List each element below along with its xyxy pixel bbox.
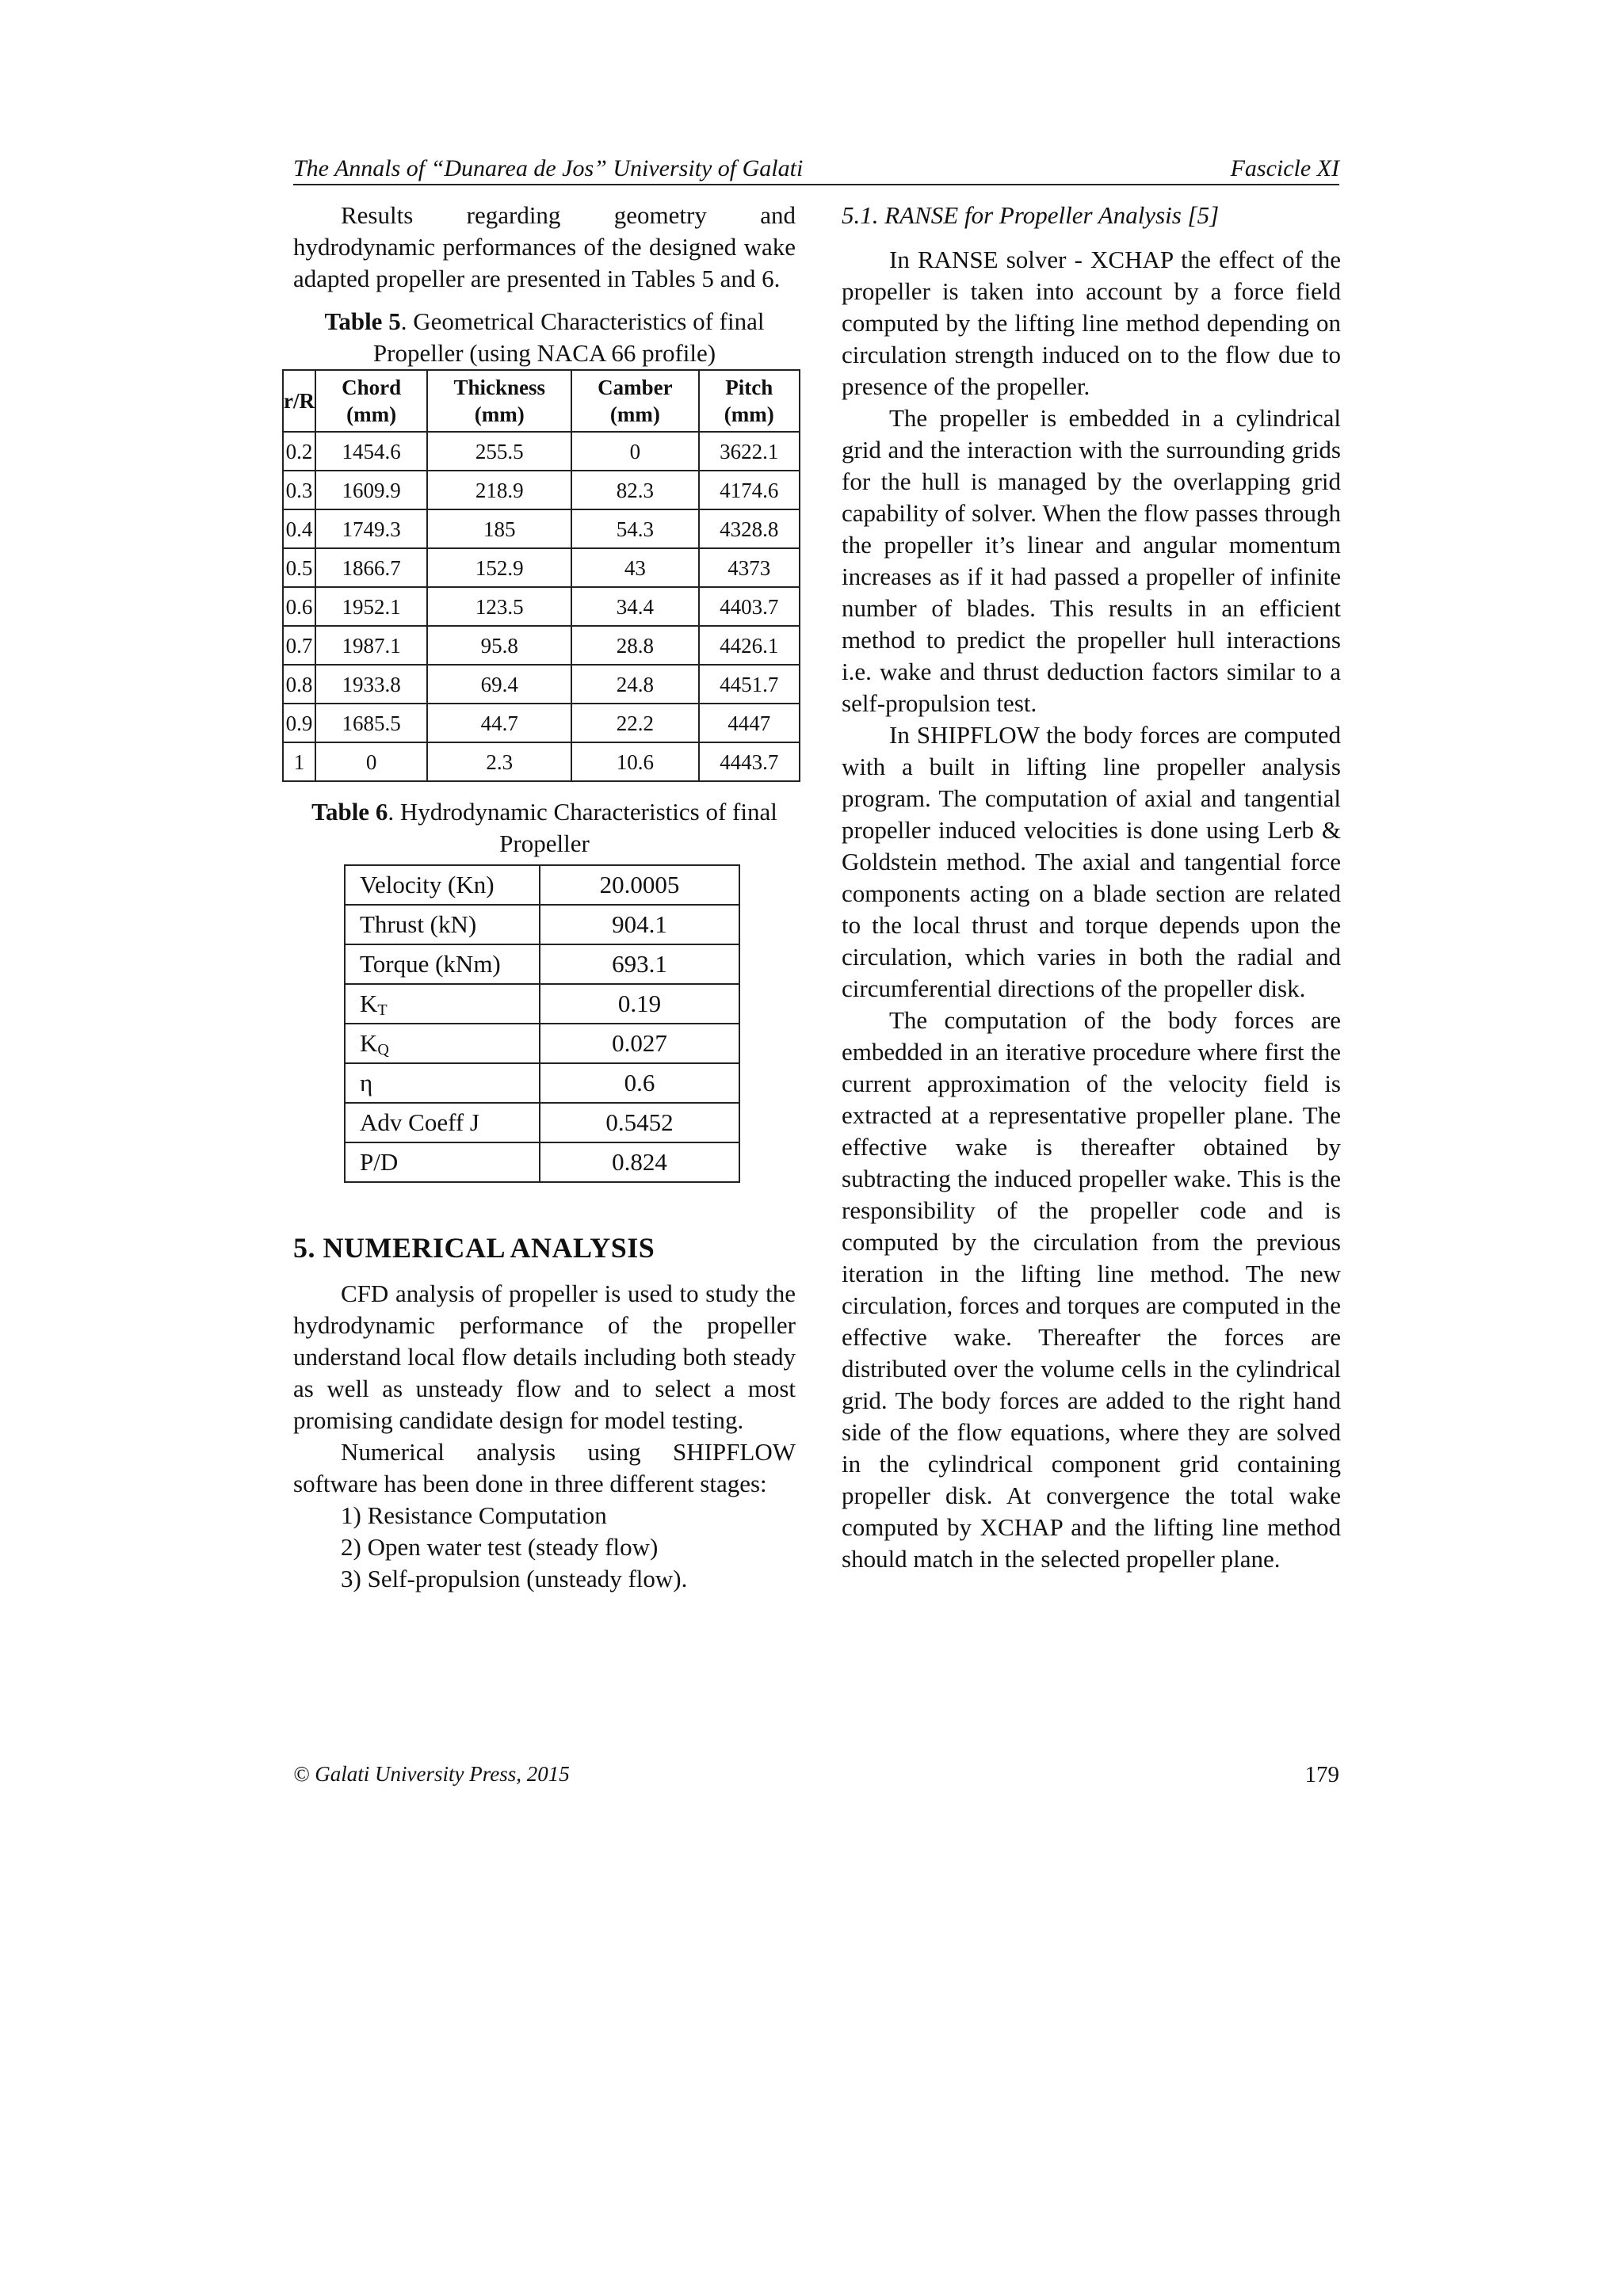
parameter-name: Thrust (kN) bbox=[360, 910, 477, 938]
parameter-label bbox=[345, 984, 540, 1024]
page-number: 179 bbox=[1304, 1762, 1339, 1787]
table6-caption-text: . Hydrodynamic Characteristics of final Propeller bbox=[388, 798, 777, 857]
journal-title: The Annals of “Dunarea de Jos” University of Galati bbox=[293, 155, 804, 181]
table-cell: 24.8 bbox=[571, 665, 698, 704]
table-row bbox=[283, 665, 800, 704]
body-paragraph: In RANSE solver - XCHAP the effect of the propeller is taken into account by a force field computed by the lifting line method depending on circulation strength induced on to the flow due to presence of the propeller. bbox=[842, 246, 1341, 400]
table-cell: 4328.8 bbox=[699, 509, 800, 548]
table-row bbox=[345, 905, 739, 944]
stages-paragraph: Numerical analysis using SHIPFLOW software has been done in three different stages: bbox=[293, 1438, 796, 1497]
parameter-label bbox=[345, 865, 540, 905]
table-row bbox=[345, 1024, 739, 1063]
table-cell: 0.3 bbox=[283, 471, 315, 509]
intro-paragraph: Results regarding geometry and hydrodynamic performances of the designed wake adapted propeller are presented in Tables 5 and 6. bbox=[293, 201, 796, 292]
parameter-name: Torque (kNm) bbox=[360, 950, 501, 978]
table-row bbox=[345, 1142, 739, 1182]
table-cell: 3622.1 bbox=[699, 432, 800, 471]
table-cell: 0.2 bbox=[283, 432, 315, 471]
table-cell: 2.3 bbox=[427, 742, 571, 781]
table-row bbox=[345, 1103, 739, 1142]
table-row bbox=[283, 626, 800, 665]
parameter-label bbox=[345, 1063, 540, 1103]
table6-body bbox=[345, 865, 739, 1182]
table-row bbox=[345, 984, 739, 1024]
fascicle-label: Fascicle XI bbox=[1230, 155, 1339, 181]
right-column bbox=[842, 200, 1341, 1575]
table-cell: 1609.9 bbox=[315, 471, 427, 509]
table-row bbox=[345, 1063, 739, 1103]
body-paragraph: The propeller is embedded in a cylindrical grid and the interaction with the surrounding grids for the hull is managed by the overlapping grid capability of solver. When the flow passes through the propeller it’s linear and angular momentum increases as if it had passed a propeller of infinite number of blades. This results in an efficient method to predict the propeller hull interactions i.e. wake and thrust deduction factors similar to a self-propulsion test. bbox=[842, 404, 1341, 717]
table-cell: 0.6 bbox=[283, 587, 315, 626]
table-row bbox=[283, 587, 800, 626]
table-cell: 185 bbox=[427, 509, 571, 548]
table5-body bbox=[283, 432, 800, 781]
parameter-value: 0.19 bbox=[540, 984, 739, 1024]
stages-list bbox=[293, 1500, 796, 1595]
list-item: 2) Open water test (steady flow) bbox=[341, 1533, 659, 1561]
parameter-label bbox=[345, 1103, 540, 1142]
body-paragraph: The computation of the body forces are embedded in an iterative procedure where first the current approximation of the velocity field is extracted at a representative propeller plane. The effective wake is thereafter obtained by subtracting the induced propeller wake. This is the responsibility of the propeller code and is computed by the circulation from the previous iteration in the lifting line method. The new circulation, forces and torques are computed in the effective wake. Thereafter the forces are distributed over the volume cells in the cylindrical grid. The body forces are added to the right hand side of the flow equations, where they are solved in the cylindrical component grid containing propeller disk. At convergence the total wake computed by XCHAP and the lifting line method should match in the selected propeller plane. bbox=[842, 1006, 1341, 1573]
table5-header-cell: Thickness (mm) bbox=[427, 370, 571, 432]
parameter-label bbox=[345, 944, 540, 984]
table-cell: 4451.7 bbox=[699, 665, 800, 704]
parameter-subscript: T bbox=[377, 1001, 388, 1019]
parameter-label bbox=[345, 1024, 540, 1063]
table-cell: 1685.5 bbox=[315, 704, 427, 742]
table5-header-cell: Camber (mm) bbox=[571, 370, 698, 432]
body-paragraph: In SHIPFLOW the body forces are computed with a built in lifting line propeller analysis program. The computation of axial and tangential propeller induced velocities is done using Lerb & Goldstein method. The axial and tangential force components acting on a blade section are related to the local thrust and torque depends upon the circulation, which varies in both the radial and circumferential directions of the propeller disk. bbox=[842, 721, 1341, 1002]
copyright: © Galati University Press, 2015 bbox=[293, 1762, 570, 1786]
table-cell: 1952.1 bbox=[315, 587, 427, 626]
table-cell: 152.9 bbox=[427, 548, 571, 587]
table-cell: 1933.8 bbox=[315, 665, 427, 704]
table-cell: 4403.7 bbox=[699, 587, 800, 626]
table-cell: 0.9 bbox=[283, 704, 315, 742]
list-item: 3) Self-propulsion (unsteady flow). bbox=[341, 1565, 688, 1592]
table6-caption bbox=[293, 796, 796, 860]
list-item: 1) Resistance Computation bbox=[341, 1501, 607, 1529]
subsection-title: 5.1. RANSE for Propeller Analysis [5] bbox=[842, 201, 1220, 229]
table-cell: 0.7 bbox=[283, 626, 315, 665]
table5-label: Table 5 bbox=[324, 307, 401, 335]
parameter-value: 0.6 bbox=[540, 1063, 739, 1103]
table-cell: 82.3 bbox=[571, 471, 698, 509]
table-cell: 4426.1 bbox=[699, 626, 800, 665]
table-cell: 4443.7 bbox=[699, 742, 800, 781]
table5-header-cell: Pitch (mm) bbox=[699, 370, 800, 432]
table-cell: 1866.7 bbox=[315, 548, 427, 587]
table5-header-cell: Chord (mm) bbox=[315, 370, 427, 432]
page-footer bbox=[293, 1762, 1339, 1794]
section-title: 5. NUMERICAL ANALYSIS bbox=[293, 1232, 655, 1264]
table-cell: 44.7 bbox=[427, 704, 571, 742]
table-cell: 22.2 bbox=[571, 704, 698, 742]
parameter-name: η bbox=[360, 1069, 373, 1097]
table-row bbox=[283, 509, 800, 548]
table5-header-cell: r/R bbox=[283, 370, 315, 432]
parameter-value: 0.027 bbox=[540, 1024, 739, 1063]
parameter-value: 693.1 bbox=[540, 944, 739, 984]
table-cell: 4447 bbox=[699, 704, 800, 742]
table5-caption-text: . Geometrical Characteristics of final Propeller (using NACA 66 profile) bbox=[372, 307, 765, 367]
table5-caption bbox=[293, 306, 796, 369]
parameter-value: 20.0005 bbox=[540, 865, 739, 905]
table-cell: 1 bbox=[283, 742, 315, 781]
table-row bbox=[283, 704, 800, 742]
running-header bbox=[293, 154, 1339, 185]
table-cell: 4174.6 bbox=[699, 471, 800, 509]
table-cell: 43 bbox=[571, 548, 698, 587]
table-cell: 0.4 bbox=[283, 509, 315, 548]
parameter-value: 0.824 bbox=[540, 1142, 739, 1182]
table-cell: 0 bbox=[315, 742, 427, 781]
table-cell: 0.5 bbox=[283, 548, 315, 587]
table-row bbox=[345, 944, 739, 984]
table-row bbox=[283, 742, 800, 781]
parameter-value: 0.5452 bbox=[540, 1103, 739, 1142]
table-cell: 123.5 bbox=[427, 587, 571, 626]
table-cell: 218.9 bbox=[427, 471, 571, 509]
parameter-value: 904.1 bbox=[540, 905, 739, 944]
table-row bbox=[283, 471, 800, 509]
table-cell: 0 bbox=[571, 432, 698, 471]
parameter-name: Velocity (Kn) bbox=[360, 871, 495, 898]
table6-hydrodynamics bbox=[344, 864, 740, 1183]
parameter-label bbox=[345, 905, 540, 944]
table-cell: 34.4 bbox=[571, 587, 698, 626]
cfd-paragraph: CFD analysis of propeller is used to study the hydrodynamic performance of the propeller understand local flow details including both steady as well as unsteady flow and to select a most promising candidate design for model testing. bbox=[293, 1280, 796, 1434]
table-row bbox=[283, 548, 800, 587]
table-cell: 1454.6 bbox=[315, 432, 427, 471]
table-cell: 28.8 bbox=[571, 626, 698, 665]
table-cell: 95.8 bbox=[427, 626, 571, 665]
table6-label: Table 6 bbox=[311, 798, 388, 826]
table-cell: 54.3 bbox=[571, 509, 698, 548]
table-cell: 1749.3 bbox=[315, 509, 427, 548]
table-cell: 0.8 bbox=[283, 665, 315, 704]
table-cell: 4373 bbox=[699, 548, 800, 587]
table-row bbox=[345, 865, 739, 905]
table5-geometry bbox=[282, 369, 800, 782]
table-cell: 10.6 bbox=[571, 742, 698, 781]
parameter-name: P/D bbox=[360, 1148, 399, 1176]
parameter-name: K bbox=[360, 1029, 378, 1057]
parameter-label bbox=[345, 1142, 540, 1182]
table-row bbox=[283, 432, 800, 471]
table-cell: 69.4 bbox=[427, 665, 571, 704]
left-column bbox=[284, 200, 796, 1595]
parameter-subscript: Q bbox=[377, 1041, 389, 1058]
table-cell: 1987.1 bbox=[315, 626, 427, 665]
table5-header-row bbox=[283, 370, 800, 432]
table-cell: 255.5 bbox=[427, 432, 571, 471]
parameter-name: K bbox=[360, 990, 378, 1017]
parameter-name: Adv Coeff J bbox=[360, 1108, 479, 1136]
